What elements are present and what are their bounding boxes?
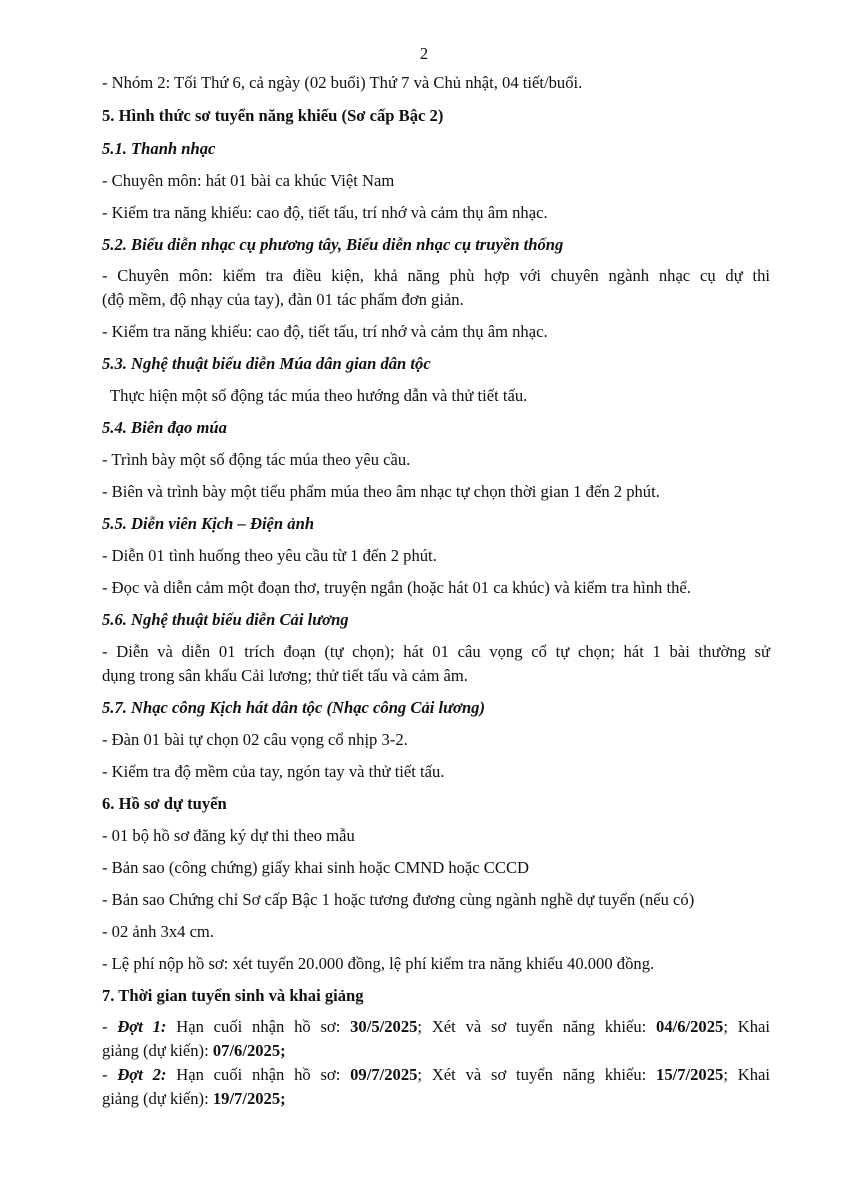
list-item: - Trình bày một số động tác múa theo yêu cầu. bbox=[102, 450, 411, 469]
subsection-5-1-heading: 5.1. Thanh nhạc bbox=[102, 139, 216, 158]
list-item: - Diễn và diễn 01 trích đoạn (tự chọn); hát 01 câu vọng cổ tự chọn; hát 1 bài thường sử bbox=[102, 642, 770, 661]
audition-date: 04/6/2025 bbox=[656, 1017, 724, 1036]
list-item: - Kiểm tra năng khiếu: cao độ, tiết tấu, trí nhớ và cảm thụ âm nhạc. bbox=[102, 322, 548, 341]
dash: - bbox=[102, 1017, 118, 1036]
audition-label: ; Xét và sơ tuyển năng khiếu: bbox=[417, 1017, 657, 1036]
deadline-label: Hạn cuối nhận hồ sơ: bbox=[166, 1017, 351, 1036]
subsection-5-3-heading: 5.3. Nghệ thuật biểu diễn Múa dân gian dân tộc bbox=[102, 354, 431, 373]
list-item: - Chuyên môn: kiểm tra điều kiện, khả năng phù hợp với chuyên ngành nhạc cụ dự thi bbox=[102, 266, 770, 285]
opening-date: 19/7/2025; bbox=[212, 1089, 286, 1108]
opening-date: 07/6/2025; bbox=[212, 1041, 286, 1060]
opening-label-cont: giảng (dự kiến): bbox=[102, 1041, 213, 1060]
list-item: - Lệ phí nộp hồ sơ: xét tuyển 20.000 đồng, lệ phí kiểm tra năng khiếu 40.000 đồng. bbox=[102, 954, 655, 973]
list-item: - Bản sao (công chứng) giấy khai sinh hoặc CMND hoặc CCCD bbox=[102, 858, 529, 877]
list-item: - Chuyên môn: hát 01 bài ca khúc Việt Nam bbox=[102, 171, 395, 190]
list-item: - Kiểm tra độ mềm của tay, ngón tay và thử tiết tấu. bbox=[102, 762, 445, 781]
dash: - bbox=[102, 1065, 118, 1084]
round-2-label: Đợt 2: bbox=[117, 1065, 167, 1084]
opening-label: ; Khai bbox=[723, 1065, 770, 1084]
subsection-5-2-heading: 5.2. Biểu diễn nhạc cụ phương tây, Biểu diễn nhạc cụ truyền thống bbox=[102, 235, 564, 254]
list-item-continuation: dụng trong sân khấu Cải lương; thử tiết tấu và cảm âm. bbox=[102, 666, 468, 685]
opening-label: ; Khai bbox=[723, 1017, 770, 1036]
list-item: - 02 ảnh 3x4 cm. bbox=[102, 922, 214, 941]
list-item: - 01 bộ hồ sơ đăng ký dự thi theo mẫu bbox=[102, 826, 355, 845]
deadline-date: 30/5/2025 bbox=[350, 1017, 418, 1036]
section-6-heading: 6. Hồ sơ dự tuyển bbox=[102, 794, 227, 813]
round-1-line bbox=[102, 1017, 770, 1037]
section-7-heading: 7. Thời gian tuyển sinh và khai giảng bbox=[102, 986, 364, 1005]
round-2-line bbox=[102, 1065, 770, 1085]
round-1-label: Đợt 1: bbox=[117, 1017, 167, 1036]
list-item: - Đàn 01 bài tự chọn 02 câu vọng cổ nhịp 3-2. bbox=[102, 730, 408, 749]
list-item: - Đọc và diễn cảm một đoạn thơ, truyện ngắn (hoặc hát 01 ca khúc) và kiểm tra hình thể. bbox=[102, 578, 691, 597]
round-1-line-continuation bbox=[102, 1041, 770, 1061]
schedule-group-2: - Nhóm 2: Tối Thứ 6, cả ngày (02 buổi) Thứ 7 và Chủ nhật, 04 tiết/buổi. bbox=[102, 73, 583, 92]
list-item: - Kiểm tra năng khiếu: cao độ, tiết tấu, trí nhớ và cảm thụ âm nhạc. bbox=[102, 203, 548, 222]
subsection-5-4-heading: 5.4. Biên đạo múa bbox=[102, 418, 227, 437]
page-number: 2 bbox=[419, 44, 429, 63]
subsection-5-5-heading: 5.5. Diễn viên Kịch – Điện ảnh bbox=[102, 514, 315, 533]
deadline-date: 09/7/2025 bbox=[350, 1065, 418, 1084]
section-5-heading: 5. Hình thức sơ tuyển năng khiếu (Sơ cấp Bậc 2) bbox=[102, 106, 444, 125]
paragraph: Thực hiện một số động tác múa theo hướng dẫn và thử tiết tấu. bbox=[110, 386, 528, 405]
audition-label: ; Xét và sơ tuyển năng khiếu: bbox=[417, 1065, 657, 1084]
audition-date: 15/7/2025 bbox=[656, 1065, 724, 1084]
list-item: - Diễn 01 tình huống theo yêu cầu từ 1 đến 2 phút. bbox=[102, 546, 437, 565]
subsection-5-6-heading: 5.6. Nghệ thuật biểu diễn Cải lương bbox=[102, 610, 349, 629]
list-item-continuation: (độ mềm, độ nhạy của tay), đàn 01 tác phẩm đơn giản. bbox=[102, 290, 464, 309]
list-item: - Bản sao Chứng chỉ Sơ cấp Bậc 1 hoặc tương đương cùng ngành nghề dự tuyển (nếu có) bbox=[102, 890, 695, 909]
subsection-5-7-heading: 5.7. Nhạc công Kịch hát dân tộc (Nhạc công Cải lương) bbox=[102, 698, 486, 717]
opening-label-cont: giảng (dự kiến): bbox=[102, 1089, 213, 1108]
deadline-label: Hạn cuối nhận hồ sơ: bbox=[166, 1065, 351, 1084]
round-2-line-continuation bbox=[102, 1089, 770, 1109]
list-item: - Biên và trình bày một tiểu phẩm múa theo âm nhạc tự chọn thời gian 1 đến 2 phút. bbox=[102, 482, 660, 501]
